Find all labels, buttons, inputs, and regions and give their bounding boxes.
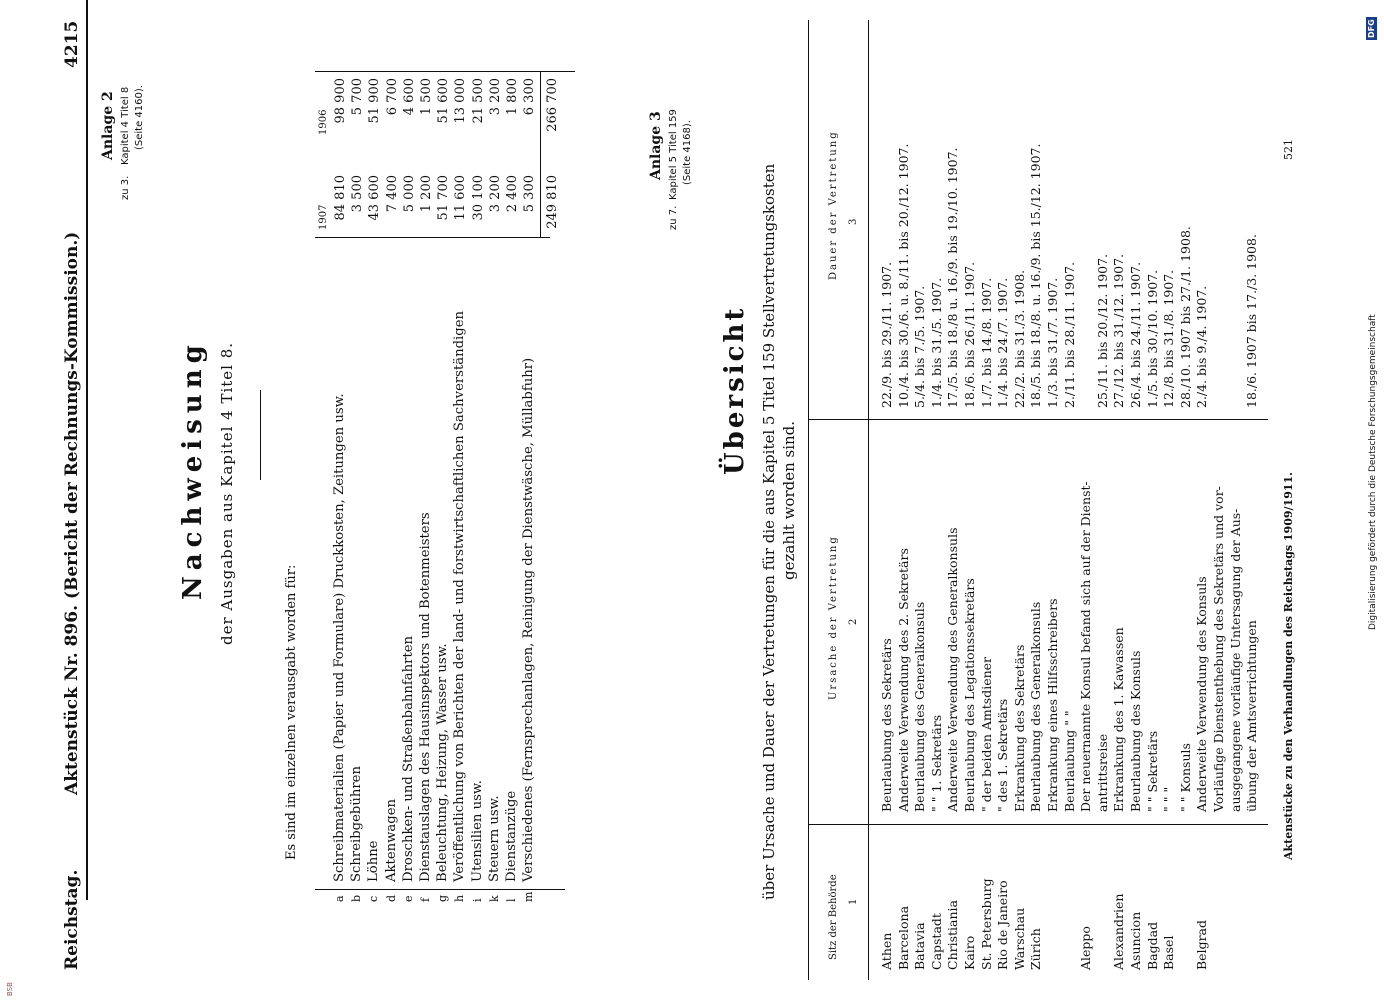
nw-row-label: Utensilien usw.: [469, 780, 485, 882]
nachweisung-title: Nachweisung: [178, 339, 208, 600]
nw-row-1906: 21 500: [470, 78, 486, 124]
ue-row-dauer: 28./10. 1907 bis 27./1. 1908.: [1177, 226, 1193, 408]
anlage3-kapitel: Kapitel 5 Titel 159: [668, 109, 679, 200]
ue-col1-num: 1: [848, 898, 859, 905]
ue-col2-head: Ursache der Vertretung: [828, 535, 839, 700]
anlage2-title: Anlage 2: [100, 91, 116, 160]
nw-row-letter: e: [401, 895, 415, 902]
ue-row-ursache: antrittsreise: [1094, 733, 1110, 812]
ue-row-dauer: 22./9. bis 29./11. 1907.: [879, 261, 894, 408]
ue-row-dauer: 1./3. bis 31./7. 1907.: [1045, 277, 1060, 408]
nw-row-letter: c: [367, 895, 381, 902]
ue-row-sitz: Athen: [879, 932, 894, 970]
nachweisung-subtitle: der Ausgaben aus Kapitel 4 Titel 8.: [218, 341, 236, 645]
nw-row-label: Droschken- und Straßenbahnfahrten: [400, 635, 416, 882]
nw-row-1907: 43 600: [367, 175, 383, 221]
ue-row-dauer: 1./5. bis 30./10. 1907.: [1144, 269, 1160, 408]
ue-row-sitz: Alexandrien: [1111, 893, 1127, 970]
nw-row-letter: d: [384, 894, 398, 902]
ue-row-dauer: 1./4. bis 24./7. 1907.: [995, 277, 1011, 408]
table-left-rule: [315, 889, 565, 890]
uebersicht-subtitle-2: gezahlt worden sind.: [780, 420, 798, 580]
title-rule: [260, 390, 261, 480]
ue-row-ursache: Beurlaubung des Konsuls: [1128, 650, 1143, 812]
ue-row-ursache: Beurlaubung des Legationssekretärs: [962, 578, 977, 812]
page-number: 4215: [62, 20, 82, 68]
ue-row-ursache: Vorläufige Dienstenthebung des Sekretärs und vor-: [1211, 486, 1226, 812]
total-1906: 266 700: [545, 78, 560, 132]
nw-row-1906: 13 000: [453, 78, 469, 124]
nw-row-1906: 3 200: [487, 78, 503, 116]
col-1907-header: 1907: [318, 204, 329, 230]
ue-row-sitz: Rio de Janeiro: [995, 880, 1011, 970]
anlage3-title: Anlage 3: [648, 111, 664, 180]
nw-row-1907: 51 700: [436, 175, 452, 221]
nw-row-1906: 1 800: [505, 78, 520, 116]
nw-row-label: Veröffentlichung von Berichten der land- und forstwirtschaftlichen Sachverständigen: [452, 311, 468, 882]
ue-row-dauer: 22./2. bis 31./3. 1908.: [1011, 269, 1027, 408]
total-1907: 249 810: [545, 175, 560, 229]
ue-row-dauer: 18./6. 1907 bis 17./3. 1908.: [1244, 234, 1260, 408]
nw-row-1906: 1 500: [419, 78, 434, 116]
ue-row-sitz: Batavia: [912, 922, 928, 970]
ue-col-rule-1: [808, 824, 1268, 825]
nw-row-letter: b: [350, 894, 364, 902]
anlage2-zu: zu 3.: [120, 175, 131, 200]
ue-col1-head: Sitz der Behörde: [828, 874, 839, 960]
nw-row-label: Schreibmaterialien (Papier und Formulare) Druckkosten, Zeitungen usw.: [332, 393, 347, 882]
ue-row-dauer: 2./11. bis 28./11. 1907.: [1061, 261, 1077, 408]
nw-row-1907: 3 500: [350, 175, 366, 213]
nw-row-letter: g: [436, 894, 450, 902]
ue-row-dauer: 18./5. bis 18./8. u. 16./9. bis 15./12. 1907.: [1028, 143, 1044, 408]
uebersicht-title: Übersicht: [720, 305, 750, 475]
ue-row-sitz: St. Petersburg: [978, 878, 994, 970]
ue-row-ursache: Beurlaubung des Generalkonsuls: [1028, 601, 1044, 812]
nw-row-1906: 4 600: [401, 78, 417, 116]
ue-row-sitz: Bagdad: [1144, 921, 1160, 970]
col-1906-header: 1906: [318, 109, 329, 135]
ue-row-dauer: 1./4. bis 31./5. 1907.: [928, 277, 944, 408]
ue-row-dauer: 25./11. bis 20./12. 1907.: [1094, 253, 1110, 408]
nw-row-letter: a: [333, 895, 346, 902]
header-left: Reichstag.: [62, 869, 82, 970]
ue-row-ursache: Anderweite Verwendung des 2. Sekretärs: [895, 548, 911, 812]
ue-row-ursache: " " 1. Sekretärs: [928, 714, 944, 812]
nw-row-1907: 11 600: [453, 175, 469, 221]
ue-row-ursache: Beurlaubung des Generalkonsuls: [912, 601, 928, 812]
nw-row-label: Schreibgebühren: [349, 766, 365, 882]
ue-row-ursache: Anderweite Verwendung des Generalkonsuls: [945, 527, 961, 812]
nw-row-label: Dienstanzüge: [504, 790, 519, 882]
anlage2-kapitel: Kapitel 4 Titel 8: [120, 86, 131, 165]
nw-row-letter: h: [453, 894, 467, 902]
ue-head-rule: [868, 20, 869, 980]
ue-row-dauer: 10./4. bis 30./6. u. 8./11. bis 20./12. 1907.: [895, 143, 911, 408]
dfg-credit: Digitalisierung gefördert durch die Deutsche Forschungsgemeinschaft: [1368, 314, 1378, 630]
ue-col2-num: 2: [848, 618, 859, 625]
ue-row-dauer: 5./4. bis 7./5. 1907.: [912, 285, 928, 408]
ue-row-dauer: 18./6. bis 26./11. 1907.: [962, 261, 977, 408]
ue-row-dauer: 26./4. bis 24./11. 1907.: [1128, 261, 1143, 408]
nw-row-1907: 2 400: [505, 175, 520, 213]
sum-rule: [540, 72, 541, 238]
anlage3-zu: zu 7.: [668, 205, 679, 230]
col-rule-1906: [315, 71, 575, 72]
nw-row-1906: 98 900: [333, 78, 348, 124]
ue-row-ursache: Erkrankung des 1. Kawassen: [1111, 627, 1127, 812]
ue-row-sitz: Barcelona: [895, 905, 911, 970]
ue-row-sitz: Zürich: [1028, 928, 1044, 970]
ue-row-dauer: 2./4. bis 9./4. 1907.: [1194, 285, 1210, 408]
ue-row-ursache: Anderweite Verwendung des Konsuls: [1194, 576, 1210, 812]
nw-row-1907: 1 200: [419, 175, 434, 213]
ue-row-ursache: Beurlaubung des Sekretärs: [879, 638, 894, 812]
ue-row-ursache: Der neuernannte Konsul befand sich auf der Dienst-: [1078, 481, 1094, 812]
ue-row-ursache: " der beiden Amtsdiener: [978, 656, 994, 812]
col-rule-1907: [315, 237, 550, 238]
header-center: Aktenstück Nr. 896. (Bericht der Rechnungs-Kommission.): [62, 231, 82, 795]
nw-row-1907: 5 300: [522, 175, 538, 213]
ue-row-dauer: 27./12. bis 31./12. 1907.: [1111, 253, 1127, 408]
dfg-logo: DFG: [1367, 19, 1376, 38]
nw-row-1906: 6 300: [522, 78, 538, 116]
ue-top-rule: [808, 20, 809, 980]
ue-row-sitz: Asuncion: [1128, 911, 1143, 970]
ue-row-ursache: " " ": [1161, 786, 1177, 812]
ue-row-sitz: Capstadt: [928, 913, 944, 970]
uebersicht-subtitle-1: über Ursache und Dauer der Vertretungen für die aus Kapitel 5 Titel 159 Stellvertretungskosten: [760, 163, 778, 900]
ue-row-sitz: Belgrad: [1194, 919, 1210, 970]
nw-row-label: Löhne: [366, 840, 382, 882]
ue-row-sitz: Aleppo: [1078, 926, 1094, 970]
nw-row-letter: i: [470, 898, 484, 902]
ue-row-sitz: Basel: [1161, 935, 1177, 970]
nw-row-label: Steuern usw.: [486, 795, 502, 882]
ue-row-ursache: " " Sekretärs: [1144, 730, 1160, 812]
ue-row-ursache: ausgegangene vorläufige Untersagung der Aus-: [1227, 508, 1243, 812]
nw-row-1906: 51 600: [436, 78, 452, 124]
ue-col-rule-2: [808, 419, 1268, 420]
nw-row-letter: k: [487, 895, 501, 902]
nw-row-1907: 30 100: [470, 175, 486, 221]
nw-row-1906: 6 700: [384, 78, 400, 116]
anlage3-seite: (Seite 4168).: [682, 120, 693, 185]
bsb-mark: BSB: [6, 982, 14, 996]
ue-row-sitz: Christiania: [945, 900, 961, 970]
nw-row-label: Dienstauslagen des Hausinspektors und Botenmeisters: [418, 512, 433, 882]
nw-row-letter: m: [522, 891, 536, 902]
ue-col3-head: Dauer der Vertretung: [828, 130, 839, 280]
ue-row-ursache: übung der Amtsverrichtungen: [1244, 620, 1260, 812]
anlage2-seite: (Seite 4160).: [134, 85, 145, 150]
nw-row-1907: 84 810: [333, 175, 348, 221]
footer-left: Aktenstücke zu den Verhandlungen des Reichstags 1909/1911.: [1282, 472, 1295, 860]
ue-row-ursache: Erkrankung des Sekretärs: [1011, 644, 1027, 812]
ue-row-dauer: 17./5. bis 18./8 u. 16./9. bis 19./10. 1907.: [945, 147, 961, 408]
ue-row-ursache: " " Konsuls: [1177, 743, 1193, 812]
nw-row-1906: 5 700: [350, 78, 366, 116]
nw-row-1907: 7 400: [384, 175, 400, 213]
ue-row-ursache: Beurlaubung " ": [1061, 710, 1077, 812]
header-rule: [86, 0, 88, 900]
nw-row-label: Verschiedenes (Fernsprechanlagen, Reinigung der Dienstwäsche, Müllabfuhr): [521, 357, 537, 882]
ue-row-dauer: 12./8. bis 31./8. 1907.: [1161, 269, 1177, 408]
nw-row-1907: 5 000: [401, 175, 417, 213]
nw-row-letter: f: [419, 897, 432, 902]
ue-row-sitz: Kairo: [962, 935, 977, 970]
nw-row-1907: 3 200: [487, 175, 503, 213]
nw-row-label: Beleuchtung, Heizung, Wasser usw.: [435, 643, 451, 882]
nw-row-1906: 51 900: [367, 78, 383, 124]
nw-row-letter: l: [505, 898, 518, 902]
nw-row-label: Aktenwagen: [383, 798, 399, 882]
ue-row-ursache: Erkrankung eines Hilfsschreibers: [1045, 598, 1060, 812]
nachweisung-intro: Es sind im einzelnen verausgabt worden für:: [284, 564, 299, 860]
ue-col3-num: 3: [848, 218, 859, 225]
ue-row-sitz: Warschau: [1011, 907, 1027, 970]
ue-row-dauer: 1./7. bis 14./8. 1907.: [978, 277, 994, 408]
footer-page: 521: [1282, 139, 1295, 160]
ue-row-ursache: " des 1. Sekretärs: [995, 698, 1011, 812]
